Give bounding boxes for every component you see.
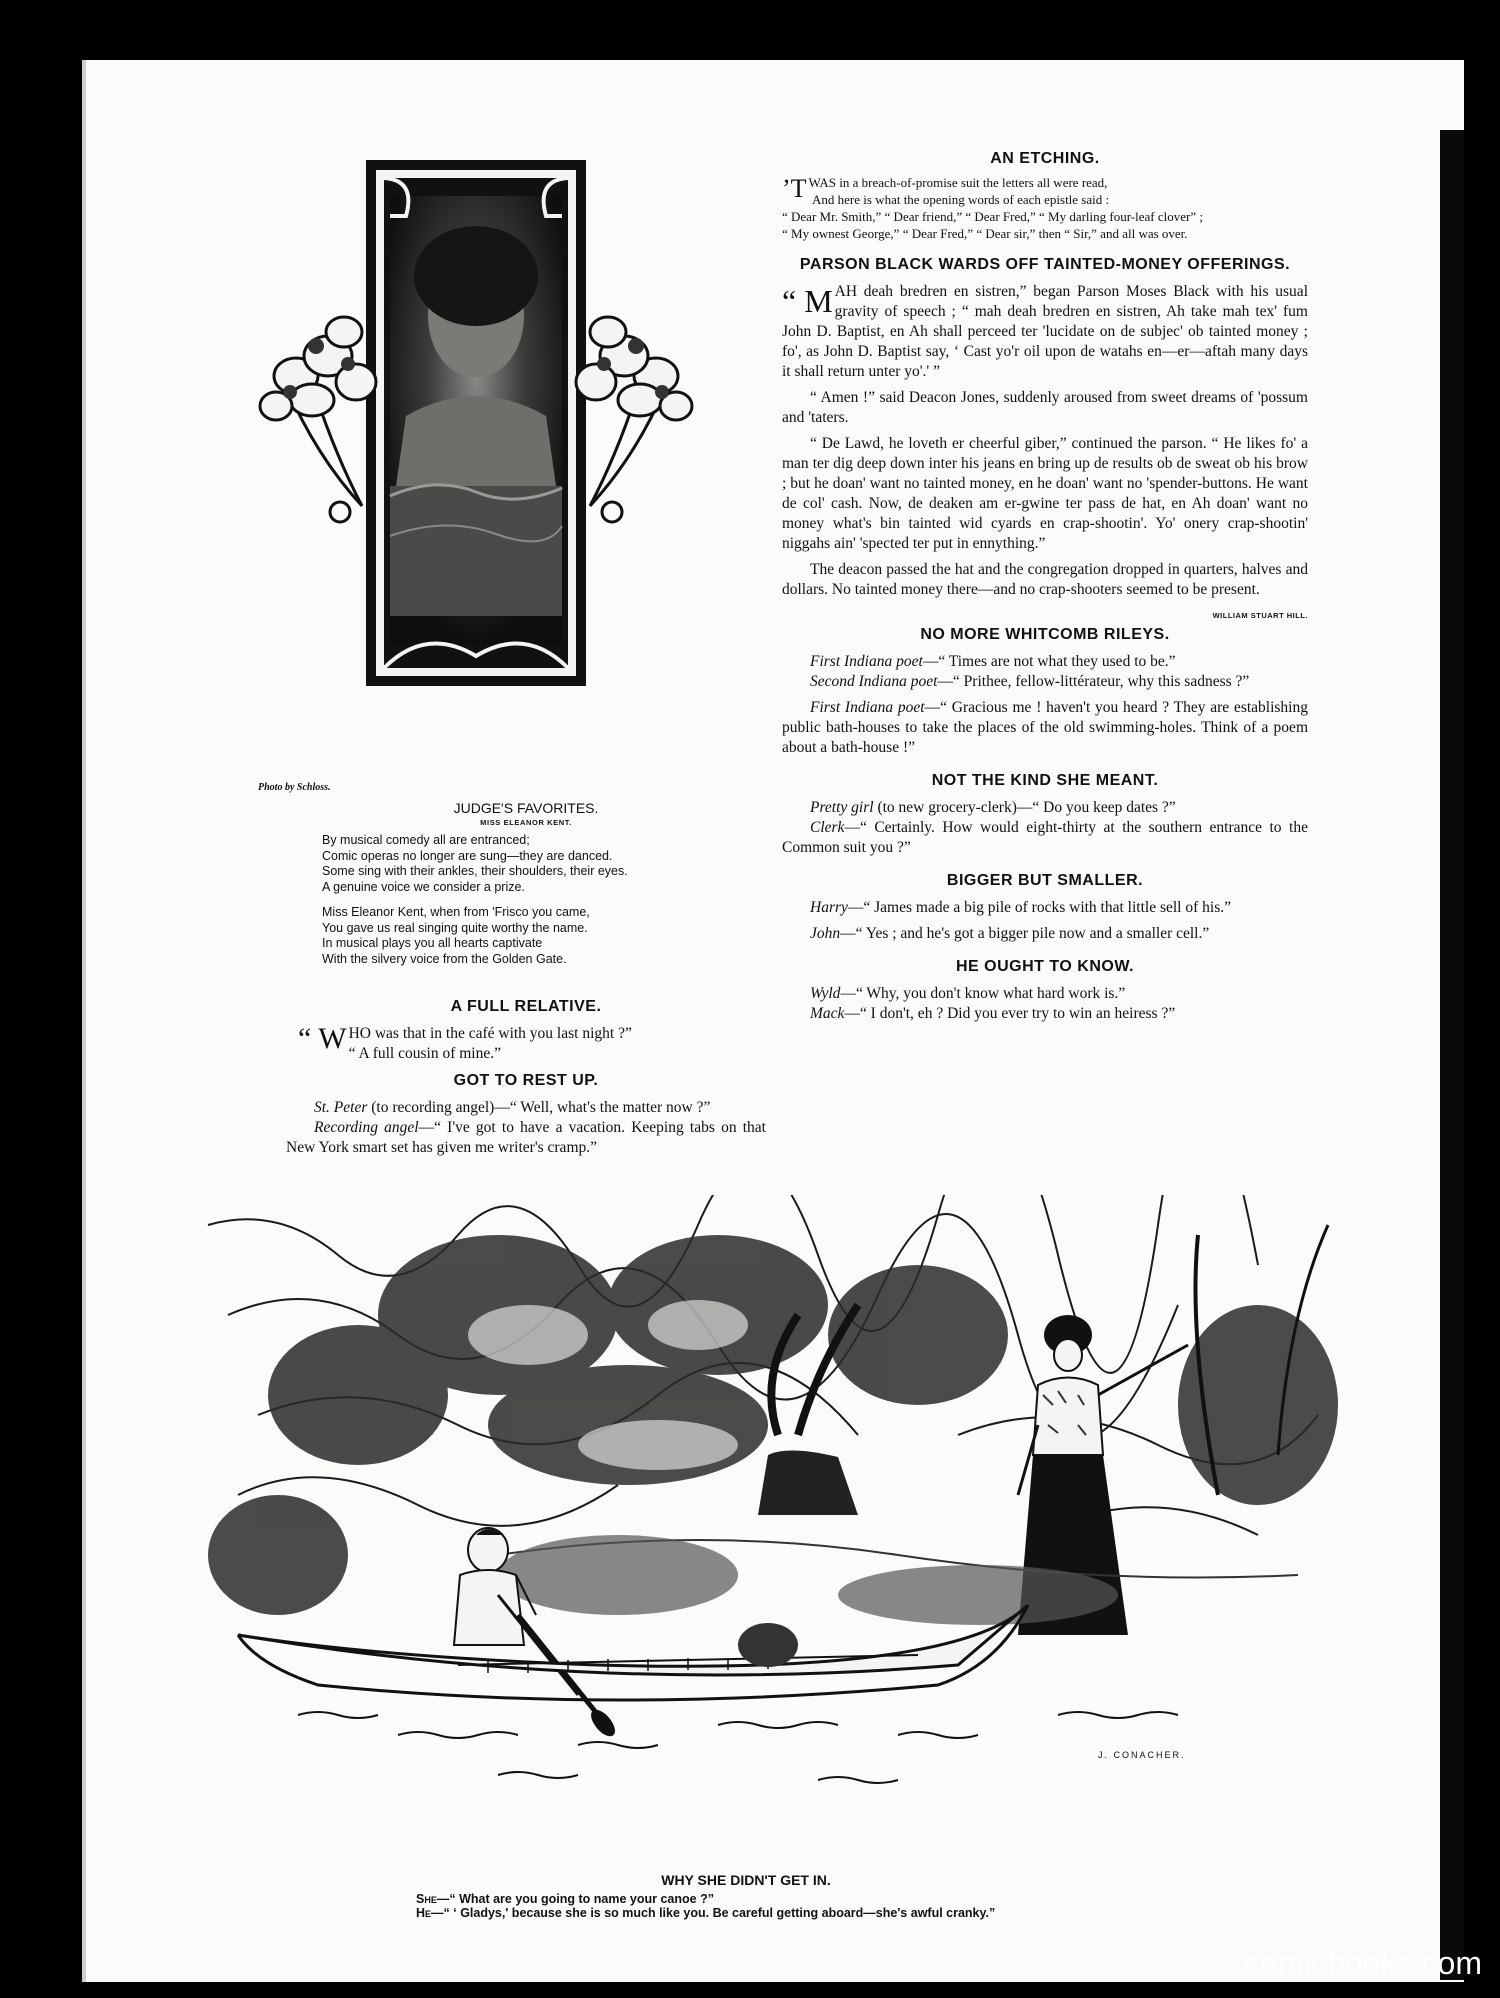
- ought-line2: Mack—“ I don't, eh ? Did you ever try to win an heiress ?”: [810, 1005, 1176, 1022]
- etching-poem: [782, 174, 1308, 242]
- bigger-line2: John—“ Yes ; and he's got a bigger pile now and a smaller cell.”: [810, 925, 1210, 942]
- full-relative-title: A FULL RELATIVE.: [450, 998, 602, 1015]
- full-relative-line2: “ A full cousin of mine.”: [348, 1045, 501, 1062]
- favorites-poem: [322, 833, 736, 967]
- etching-line4: “ My ownest George,” “ Dear Fred,” “ Dear sir,” then “ Sir,” and all was over.: [782, 226, 1188, 241]
- not-kind-title: NOT THE KIND SHE MEANT.: [931, 772, 1159, 789]
- judges-favorites: [316, 800, 736, 967]
- not-kind-line1: Pretty girl (to new grocery-clerk)—“ Do you keep dates ?”: [810, 799, 1176, 816]
- rileys-line2: Second Indiana poet—“ Prithee, fellow-littérateur, why this sadness ?”: [810, 673, 1250, 690]
- caption-line2: He—“ ‘ Gladys,' because she is so much like you. Be careful getting aboard—she's awful cranky.”: [416, 1906, 996, 1920]
- etching-line1: ’T WAS in a breach-of-promise suit the letters all were read,: [782, 174, 1108, 203]
- not-kind-line2: Clerk—“ Certainly. How would eight-thirty at the southern entrance to the Common suit you ?”: [782, 819, 1308, 856]
- full-relative-line1: “ W HO was that in the café with you last night ?”: [298, 1022, 632, 1055]
- cartoon-caption: [416, 1872, 1316, 1920]
- etching-line2: And here is what the opening words of each epistle said :: [812, 192, 1110, 207]
- full-relative-article: [286, 998, 766, 1064]
- rest-up-line2: Recording angel—“ I've got to have a vacation. Keeping tabs on that New York smart set has given me writer's cramp.”: [286, 1119, 766, 1156]
- magazine-page: [82, 60, 1464, 1982]
- rileys-line1: First Indiana poet—“ Times are not what they used to be.”: [810, 653, 1176, 670]
- rileys-line3: First Indiana poet—“ Gracious me ! haven't you heard ? They are establishing public bath-houses to take the places of the old swimming-holes. Think of a poem about a bath-house !”: [782, 699, 1308, 756]
- poem-line: By musical comedy all are entranced;: [322, 833, 530, 847]
- portrait-illustration: [256, 156, 696, 696]
- parson-signature: WILLIAM STUART HILL.: [1212, 611, 1308, 620]
- etching-title: AN ETCHING.: [990, 150, 1100, 167]
- poem-line: Some sing with their ankles, their shoulders, their eyes.: [322, 864, 628, 878]
- cartoon-artist: J. CONACHER.: [1098, 1750, 1186, 1760]
- ought-title: HE OUGHT TO KNOW.: [956, 958, 1134, 975]
- photo-credit: Photo by Schloss.: [258, 782, 331, 793]
- page-edge: [1440, 130, 1464, 1980]
- rest-up-line1: St. Peter (to recording angel)—“ Well, what's the matter now ?”: [314, 1099, 711, 1116]
- favorites-title: JUDGE'S FAVORITES.: [453, 800, 599, 816]
- caption-line1: She—“ What are you going to name your canoe ?”: [416, 1892, 714, 1906]
- rest-up-title: GOT TO REST UP.: [453, 1072, 599, 1089]
- favorites-subtitle: MISS ELEANOR KENT.: [480, 818, 572, 827]
- site-watermark: comicbooks.com: [1243, 1945, 1482, 1981]
- cartoon-title: WHY SHE DIDN'T GET IN.: [661, 1872, 831, 1888]
- poem-line: A genuine voice we consider a prize.: [322, 879, 525, 894]
- poem-spacer: [322, 895, 736, 905]
- parson-p2: “ Amen !” said Deacon Jones, suddenly aroused from sweet dreams of 'possum and 'taters.: [782, 389, 1308, 426]
- parson-p1: “ M AH deah bredren en sistren,” began Parson Moses Black with his usual gravity of speech ; “ mah deah bredren en sistren, Ah take mah tex' fum John D. Baptist, en Ah shall perceed ter 'lucidate on de subjec' ob tainted money ; fo', as John D. Baptist say, ‘ Cast yo'r oil upon de watahs en—er—aftah many days it shall return unter yo'.' ”: [782, 283, 1308, 380]
- right-column: [782, 150, 1308, 1024]
- canoe-cartoon: [198, 1195, 1388, 1805]
- poem-line: With the silvery voice from the Golden Gate.: [322, 951, 567, 966]
- parson-p4: The deacon passed the hat and the congregation dropped in quarters, halves and dollars. No tainted money there—and no crap-shooters seemed to be present. WILLIAM STUART HILL.: [782, 560, 1308, 600]
- etching-line3: “ Dear Mr. Smith,” “ Dear friend,” “ Dear Fred,” “ My darling four-leaf clover” ;: [782, 209, 1203, 224]
- poem-line: You gave us real singing quite worthy the name.: [322, 920, 588, 935]
- parson-title: PARSON BLACK WARDS OFF TAINTED-MONEY OFFERINGS.: [799, 256, 1291, 273]
- bigger-line1: Harry—“ James made a big pile of rocks with that little sell of his.”: [810, 899, 1231, 916]
- poem-line: In musical plays you all hearts captivate: [322, 936, 543, 950]
- ought-line1: Wyld—“ Why, you don't know what hard work is.”: [810, 985, 1126, 1002]
- rileys-title: NO MORE WHITCOMB RILEYS.: [920, 626, 1170, 643]
- rest-up-article: [286, 1072, 766, 1158]
- parson-p3: “ De Lawd, he loveth er cheerful giber,” continued the parson. “ He likes fo' a man ter dig deep down inter his jeans en bring up de results ob de sweat ob his brow ; but he doan' want no tainted money, en he doan' want no 'spender-buttons. He want de col' cash. Now, de deaken am er-gwine ter pass de hat, en Ah doan' want no money what's bin tainted wid cyards en crap-shootin'. Yo' onery crap-shootin' niggahs ain' 'spected ter put in ennything.”: [782, 435, 1308, 552]
- bigger-title: BIGGER BUT SMALLER.: [946, 872, 1144, 889]
- poem-line: Comic operas no longer are sung—they are danced.: [322, 848, 613, 863]
- poem-line: Miss Eleanor Kent, when from 'Frisco you came,: [322, 905, 590, 919]
